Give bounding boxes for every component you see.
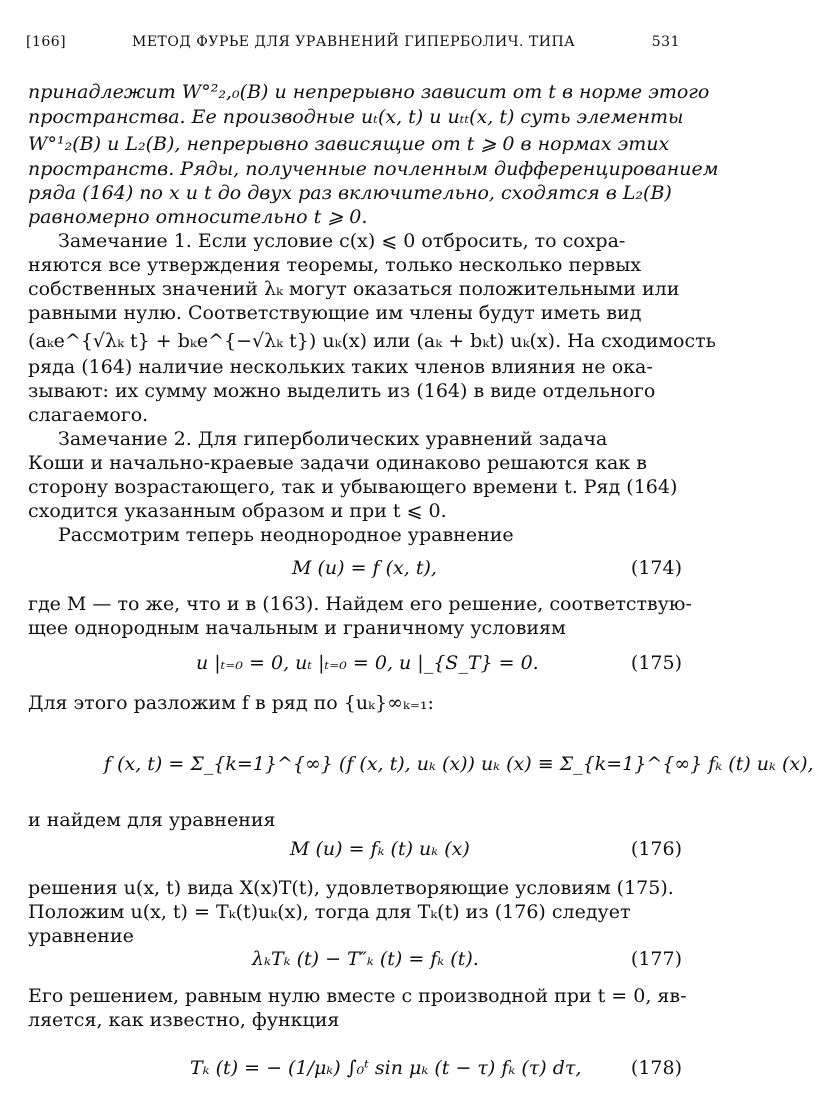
text-line: ряда (164) наличие нескольких таких членов влияния не ока- (28, 356, 653, 378)
text-line: пространства. Ее производные uₜ(x, t) и uₜₜ(x, t) суть элементы (28, 106, 684, 128)
text-line: Его решением, равным нулю вместе с производной при t = 0, яв- (28, 985, 687, 1007)
text-line: уравнение (28, 925, 134, 947)
equation-number: (178) (630, 1057, 682, 1079)
text-line: ляется, как известно, функция (28, 1009, 340, 1031)
text-line: принадлежит W°²₂,₀(B) и непрерывно зависит от t в норме этого (28, 81, 710, 103)
text-line: Рассмотрим теперь неоднородное уравнение (58, 524, 514, 546)
equation-number: (175) (630, 652, 682, 674)
equation-number: (177) (630, 948, 682, 970)
text-line: равномерно относительно t ⩾ 0. (28, 206, 368, 228)
text-line: сходится указанным образом и при t ⩽ 0. (28, 500, 447, 522)
text-line: равными нулю. Соответствующие им члены будут иметь вид (28, 302, 642, 324)
text-line: слагаемого. (28, 404, 149, 426)
equation-177: λₖTₖ (t) − T″ₖ (t) = fₖ (t). (252, 948, 479, 970)
remark-2-line: Замечание 2. Для гиперболических уравнений задача (58, 428, 608, 450)
text-line: Коши и начально-краевые задачи одинаково решаются как в (28, 452, 647, 474)
text-line: зывают: их сумму можно выделить из (164) в виде отдельного (28, 380, 656, 402)
text-line: решения u(x, t) вида X(x)T(t), удовлетворяющие условиям (175). (28, 877, 674, 899)
text-line: ряда (164) по x и t до двух раз включительно, сходятся в L₂(B) (28, 182, 672, 204)
equation-178: Tₖ (t) = − (1/μₖ) ∫₀ᵗ sin μₖ (t − τ) fₖ (τ) dτ, (190, 1057, 582, 1079)
remark-1-line: Замечание 1. Если условие c(x) ⩽ 0 отбросить, то сохра- (58, 230, 626, 252)
text-line: пространств. Ряды, полученные почленным дифференцированием (28, 158, 719, 180)
running-head-title: МЕТОД ФУРЬЕ ДЛЯ УРАВНЕНИЙ ГИПЕРБОЛИЧ. ТИПА (132, 34, 576, 50)
text-line: собственных значений λₖ могут оказаться положительными или (28, 278, 680, 300)
equation-176: M (u) = fₖ (t) uₖ (x) (290, 838, 470, 860)
text-line: W°¹₂(B) и L₂(B), непрерывно зависящие от t ⩾ 0 в нормах этих (28, 133, 670, 155)
text-line: где M — то же, что и в (163). Найдем его решение, соответствую- (28, 593, 692, 615)
section-marker: [166] (26, 34, 67, 50)
text-line: Для этого разложим f в ряд по {uₖ}∞ₖ₌₁: (28, 692, 434, 714)
text-line: щее однородным начальным и граничному условиям (28, 617, 566, 639)
text-line: сторону возрастающего, так и убывающего времени t. Ряд (164) (28, 476, 678, 498)
equation-175: u |ₜ₌₀ = 0, uₜ |ₜ₌₀ = 0, u |_{S_T} = 0. (196, 652, 539, 674)
equation-number: (176) (630, 838, 682, 860)
page-number: 531 (651, 34, 680, 50)
equation-174: M (u) = f (x, t), (292, 557, 437, 579)
text-line: (aₖe^{√λₖ t} + bₖe^{−√λₖ t}) uₖ(x) или (aₖ + bₖt) uₖ(x). На сходимость (28, 330, 716, 352)
text-line: Положим u(x, t) = Tₖ(t)uₖ(x), тогда для Tₖ(t) из (176) следует (28, 901, 631, 923)
text-line: и найдем для уравнения (28, 809, 276, 831)
series-expansion-equation: f (x, t) = Σ_{k=1}^{∞} (f (x, t), uₖ (x)) uₖ (x) ≡ Σ_{k=1}^{∞} fₖ (t) uₖ (x), (104, 753, 814, 775)
equation-number: (174) (630, 557, 682, 579)
text-line: няются все утверждения теоремы, только несколько первых (28, 254, 642, 276)
